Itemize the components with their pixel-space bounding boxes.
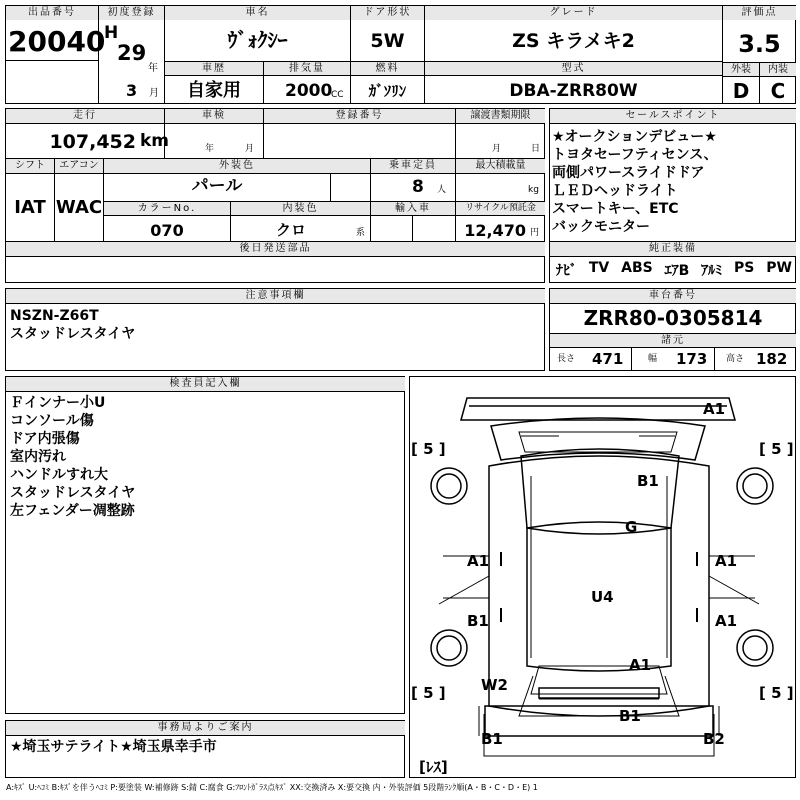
sales-point: バックモニター <box>552 219 650 235</box>
reg-year-unit: 年 <box>148 63 158 74</box>
aircon: WAC <box>55 197 103 218</box>
lot-number-label: 出品番号 <box>6 6 98 20</box>
fuel-label: 燃料 <box>351 62 424 75</box>
damage-mark: B2 <box>703 730 725 748</box>
length: 471 <box>592 350 624 368</box>
notes-text <box>10 307 135 343</box>
exterior-label: 外装 <box>723 63 759 76</box>
damage-mark: A1 <box>703 400 726 418</box>
sales-point: ★オークションデビュー★ <box>552 129 717 145</box>
transfer-deadline-label: 譲渡書類期限 <box>456 109 545 123</box>
equipment-item: ﾅﾋﾞ <box>556 263 577 279</box>
equipment-list <box>552 260 796 280</box>
equipment-item: TV <box>588 260 610 276</box>
model: DBA-ZRR80W <box>509 81 638 101</box>
capacity-unit: 人 <box>437 185 447 195</box>
interior-label: 内装 <box>760 63 796 76</box>
office-text: ★埼玉サテライト★埼玉県幸手市 <box>10 739 217 755</box>
fuel: ｶﾞｿﾘﾝ <box>368 82 407 100</box>
capacity: 8 <box>412 177 424 197</box>
sales-point: ＬＥＤヘッドライト <box>552 183 678 199</box>
car-damage-diagram <box>409 376 796 778</box>
width: 173 <box>676 350 708 368</box>
sales-points-list <box>552 128 796 236</box>
capacity-label: 乗車定員 <box>371 159 455 173</box>
sales-point: スマートキー、ETC <box>552 201 679 217</box>
aircon-label: エアコン <box>55 159 103 173</box>
inspector-line: スタッドレスタイヤ <box>10 485 136 501</box>
legend: A:ｷｽﾞ U:ﾍｺﾐ B:ｷｽﾞを伴うﾍｺﾐ P:要塗装 W:補修跡 S:錆 C:腐食 G:ﾌﾛﾝﾄｶﾞﾗｽ点ｷｽﾞ XX:交換済み X:要交換 内・外装評価 5段階ﾗﾝｸ順(A・B・C・D・E) 1 <box>6 783 538 792</box>
displacement-label: 排気量 <box>264 62 350 75</box>
reg-era: H <box>104 23 119 43</box>
exterior-color: パール <box>191 176 243 196</box>
score: 3.5 <box>738 30 781 58</box>
car-name: ｳﾞｫｸｼｰ <box>227 28 288 52</box>
damage-mark: A1 <box>715 612 738 630</box>
damage-mark: W2 <box>481 676 508 694</box>
score-label: 評価点 <box>723 6 796 20</box>
inspector-line: ハンドルすれ大 <box>10 467 108 483</box>
history: 自家用 <box>187 80 241 101</box>
damage-mark: B1 <box>481 730 503 748</box>
damage-mark: B1 <box>637 472 659 490</box>
tire-depth: [ 5 ] <box>411 440 446 458</box>
equipment-item: ｴｱB <box>664 263 690 279</box>
inspector-line: コンソール傷 <box>10 413 94 429</box>
recycle-deposit-label: リサイクル預託金 <box>456 202 545 215</box>
recycle-deposit-unit: 円 <box>530 228 540 238</box>
transfer-month-unit: 月 <box>492 144 502 154</box>
max-load-label: 最大積載量 <box>456 159 545 173</box>
mileage: 107,452 <box>49 131 136 153</box>
color-number-label: カラーNo. <box>104 202 230 215</box>
inspector-notes <box>10 394 135 520</box>
door-type-label: ドア形状 <box>351 6 424 20</box>
import-label: 輸入車 <box>371 202 455 215</box>
displacement: 2000 <box>285 81 333 101</box>
interior-color: クロ <box>275 221 306 239</box>
exterior-color-label: 外装色 <box>104 159 370 173</box>
equipment-label: 純正装備 <box>550 242 796 256</box>
damage-mark: A1 <box>629 656 652 674</box>
sales-points-label: セールスポイント <box>550 109 796 123</box>
reg-month-unit: 月 <box>149 88 159 99</box>
model-label: 型式 <box>425 62 722 75</box>
history-label: 車歴 <box>165 62 263 75</box>
first-registration-label: 初度登録 <box>99 6 164 20</box>
tire-depth: [ 5 ] <box>759 684 794 702</box>
door-type: 5W <box>370 30 405 52</box>
damage-mark: A1 <box>715 552 738 570</box>
tire-depth: [ 5 ] <box>411 684 446 702</box>
grade-label: グレード <box>425 6 722 20</box>
chassis-number: ZRR80-0305814 <box>583 306 763 330</box>
inspection-year-unit: 年 <box>205 144 215 154</box>
displacement-unit: CC <box>331 90 344 100</box>
inspector-line: ドア内張傷 <box>10 431 80 447</box>
color-number: 070 <box>150 221 184 240</box>
sales-point: 両側パワースライドドア <box>552 165 705 181</box>
height-label: 高さ <box>726 354 745 364</box>
max-load-unit: kg <box>528 185 539 195</box>
lot-number: 20040 <box>8 25 106 58</box>
spare-tire: [ﾚｽ] <box>419 758 448 776</box>
equipment-item: ｱﾙﾐ <box>701 263 723 279</box>
equipment-item: PW <box>766 260 792 276</box>
tire-depth: [ 5 ] <box>759 440 794 458</box>
interior-color-unit: 系 <box>356 228 366 238</box>
later-parts-label: 後日発送部品 <box>6 242 545 256</box>
chassis-number-label: 車台番号 <box>550 289 796 303</box>
spec-label: 諸元 <box>550 334 796 347</box>
car-name-label: 車名 <box>165 6 350 20</box>
height: 182 <box>756 350 788 368</box>
equipment-item: PS <box>734 260 755 276</box>
transfer-day-unit: 日 <box>531 144 541 154</box>
damage-mark: U4 <box>591 588 614 606</box>
mileage-unit: km <box>140 131 170 151</box>
office-label: 事務局よりご案内 <box>6 721 405 735</box>
inspector-line: Ｆインナー小U <box>10 395 106 411</box>
equipment-item: ABS <box>621 260 653 276</box>
interior-color-label: 内装色 <box>231 202 370 215</box>
shift: IAT <box>14 197 46 218</box>
grade: ZS キラメキ2 <box>512 30 635 52</box>
mileage-label: 走行 <box>6 109 164 123</box>
note-line: NSZN-Z66T <box>10 308 99 324</box>
shift-label: シフト <box>6 159 54 173</box>
recycle-deposit: 12,470 <box>464 221 526 240</box>
damage-mark: A1 <box>467 552 490 570</box>
interior-grade: C <box>770 79 786 103</box>
damage-mark: B1 <box>619 707 641 725</box>
inspection-month-unit: 月 <box>245 144 255 154</box>
sales-point: トヨタセーフティセンス、 <box>552 147 718 163</box>
registration-number-label: 登録番号 <box>264 109 455 123</box>
width-label: 幅 <box>648 354 658 364</box>
reg-year: 29 <box>117 41 147 65</box>
notes-label: 注意事項欄 <box>6 289 545 303</box>
damage-mark: B1 <box>467 612 489 630</box>
exterior-grade: D <box>732 79 750 103</box>
inspector-label: 検査員記入欄 <box>6 377 405 391</box>
inspection-label: 車検 <box>165 109 263 123</box>
note-line: スタッドレスタイヤ <box>10 326 136 342</box>
inspector-line: 左フェンダー凋整跡 <box>10 503 135 519</box>
inspector-line: 室内汚れ <box>10 449 66 465</box>
length-label: 長さ <box>557 354 576 364</box>
reg-month: 3 <box>126 81 138 100</box>
damage-mark: G <box>625 518 638 536</box>
